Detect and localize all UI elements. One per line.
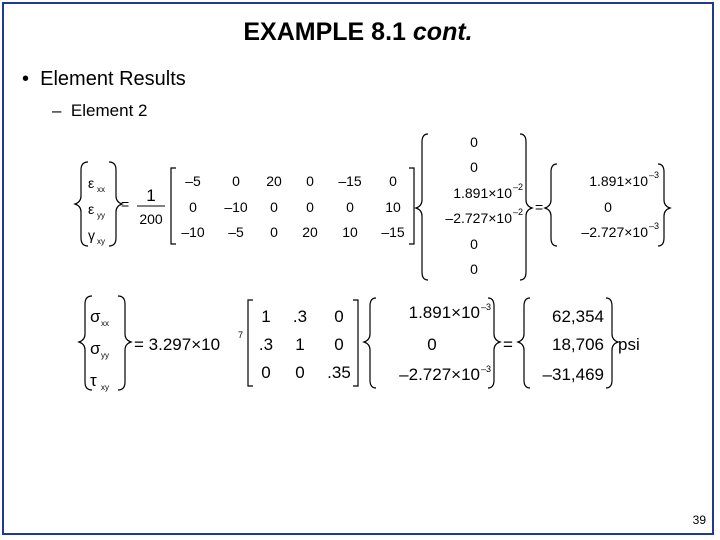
fraction-denominator: 200 xyxy=(139,211,163,227)
strain-result-entry-exponent: –3 xyxy=(649,221,660,231)
d-matrix-cell: .3 xyxy=(258,335,274,354)
bullet-dot: • xyxy=(22,68,30,90)
disp-entry: 1.891×10 xyxy=(453,185,512,201)
b-matrix-cell: 0 xyxy=(306,173,314,189)
strain-vector-entry-exponent: –3 xyxy=(481,302,492,312)
b-matrix-cell: 0 xyxy=(232,173,240,189)
stress-result-entry: 62,354 xyxy=(552,307,604,326)
b-matrix-cell: –15 xyxy=(338,173,362,189)
equations-canvas xyxy=(4,4,716,537)
stress-yy-sub: yy xyxy=(101,351,109,360)
stress-equation xyxy=(79,296,640,392)
equals-sign-1: = xyxy=(121,196,130,212)
sub-bullet-text: Element 2 xyxy=(70,101,148,120)
d-matrix-cell: 1 xyxy=(295,335,305,354)
stress-result-left-brace xyxy=(518,298,530,388)
lhs-left-brace xyxy=(75,162,88,246)
disp-entry: 0 xyxy=(470,236,478,252)
b-matrix-cell: 0 xyxy=(306,199,314,215)
bullet-text: Element Results xyxy=(40,68,186,90)
strain-vector-entry-exponent: –3 xyxy=(481,364,492,374)
strain-result-left-brace xyxy=(545,164,557,246)
strain-xx-sub: xx xyxy=(97,185,105,194)
strain-yy-sub: yy xyxy=(97,211,105,220)
strain-xy-symbol: γ xyxy=(88,227,95,243)
title-main: EXAMPLE 8.1 xyxy=(243,18,406,46)
b-matrix-cell: –15 xyxy=(381,224,405,240)
b-matrix-cell: 0 xyxy=(389,173,397,189)
b-matrix-cell: 20 xyxy=(266,173,282,189)
disp-left-brace xyxy=(416,134,428,280)
strain-vector xyxy=(399,302,491,384)
disp-entry: –2.727×10 xyxy=(445,210,512,226)
stress-lhs-right-brace xyxy=(118,296,131,390)
d-matrix-cell: 0 xyxy=(334,335,344,354)
disp-entry: 0 xyxy=(470,159,478,175)
unit-label: psi xyxy=(618,335,640,354)
dash-marker: – xyxy=(52,101,62,120)
stress-result-entry: –31,469 xyxy=(542,365,604,384)
b-matrix-cell: 0 xyxy=(270,224,278,240)
d-matrix-cell: .3 xyxy=(292,307,308,326)
displacement-vector xyxy=(445,134,523,277)
stress-xx-symbol: σ xyxy=(90,307,101,326)
b-matrix-cell: –10 xyxy=(181,224,205,240)
disp-entry: 0 xyxy=(470,261,478,277)
strain-yy-symbol: ε xyxy=(88,201,95,217)
disp-entry: 0 xyxy=(470,134,478,150)
slide-number: 39 xyxy=(692,513,706,527)
matrix-right-bracket xyxy=(409,168,414,244)
strain-result-right-brace xyxy=(658,164,670,246)
fraction-numerator: 1 xyxy=(146,186,156,205)
stress-result-right-brace xyxy=(606,298,618,388)
stress-xy-symbol: τ xyxy=(90,371,97,390)
coefficient-exponent: 7 xyxy=(238,330,244,340)
matrix-left-bracket xyxy=(171,168,176,244)
equals-sign-3: = xyxy=(503,335,513,354)
d-matrix-cell: 0 xyxy=(334,307,344,326)
strain-vector-entry: 0 xyxy=(427,335,437,354)
strain-xy-sub: xy xyxy=(97,237,105,246)
d-matrix-cell: 0 xyxy=(261,363,271,382)
strain-vector-entry: 1.891×10 xyxy=(408,303,480,322)
b-matrix-cell: 10 xyxy=(385,199,401,215)
d-matrix-cell: 1 xyxy=(261,307,271,326)
strain-vector-entry: –2.727×10 xyxy=(399,365,480,384)
strain-xx-symbol: ε xyxy=(88,175,95,191)
b-matrix-cell: 20 xyxy=(302,224,318,240)
title-italic: cont. xyxy=(412,18,473,46)
stress-result-entry: 18,706 xyxy=(552,335,604,354)
strain-result-entry: 1.891×10 xyxy=(589,173,648,189)
d-matrix xyxy=(259,307,351,382)
strain-equation xyxy=(75,134,670,280)
strain-result-entry: –2.727×10 xyxy=(581,224,648,240)
b-matrix-cell: –10 xyxy=(224,199,248,215)
slide xyxy=(2,2,714,535)
stress-yy-symbol: σ xyxy=(90,339,101,358)
disp-entry-exponent: –2 xyxy=(513,182,524,192)
b-matrix-cell: 0 xyxy=(189,199,197,215)
strain-result-entry: 0 xyxy=(604,199,612,215)
disp-entry-exponent: –2 xyxy=(513,207,524,217)
b-matrix-cell: –5 xyxy=(185,173,201,189)
d-matrix-cell: .35 xyxy=(327,363,351,382)
d-matrix-left-bracket xyxy=(248,300,253,386)
strain-result-vector xyxy=(581,170,659,240)
b-matrix-cell: 10 xyxy=(342,224,358,240)
coefficient: = 3.297×10 xyxy=(134,335,221,354)
d-matrix-cell: 0 xyxy=(295,363,305,382)
b-matrix-cell: 0 xyxy=(346,199,354,215)
b-matrix-cell: 0 xyxy=(270,199,278,215)
stress-result-vector xyxy=(543,307,604,384)
stress-xx-sub: xx xyxy=(101,319,109,328)
d-matrix-right-bracket xyxy=(353,300,358,386)
strain-result-entry-exponent: –3 xyxy=(649,170,660,180)
b-matrix-cell: –5 xyxy=(228,224,244,240)
b-matrix xyxy=(181,173,405,240)
strain-vector-left-brace xyxy=(364,298,376,388)
equals-sign-2: = xyxy=(535,199,544,215)
stress-xy-sub: xy xyxy=(101,383,109,392)
